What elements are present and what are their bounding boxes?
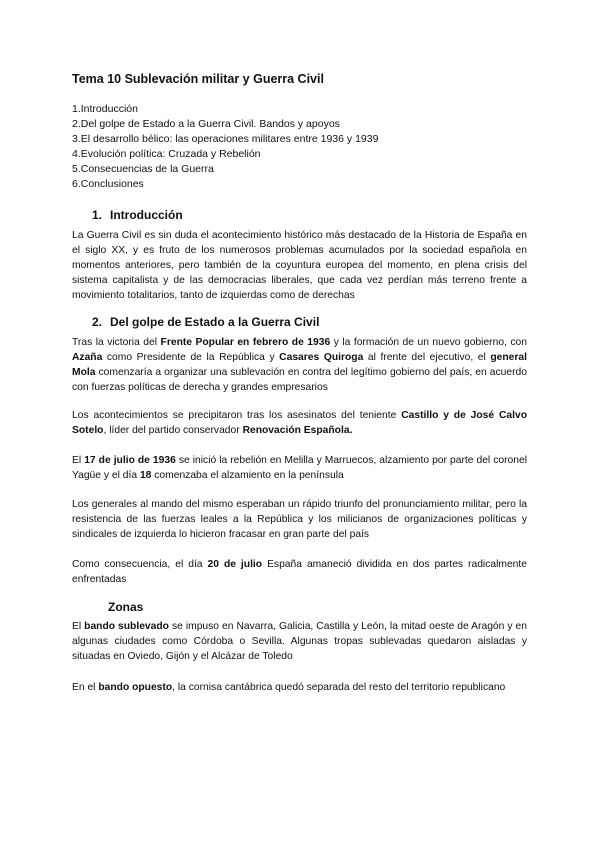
toc-item: 5.Consecuencias de la Guerra — [72, 163, 214, 175]
document-title: Tema 10 Sublevación militar y Guerra Civil — [72, 72, 324, 86]
paragraph-bando-opuesto: En el bando opuesto, la cornisa cantábrica quedó separada del resto del territorio republicano — [72, 682, 506, 693]
section-heading-golpe — [92, 315, 319, 329]
table-of-contents — [72, 102, 378, 192]
section-title: Del golpe de Estado a la Guerra Civil — [110, 315, 320, 329]
toc-item: 2.Del golpe de Estado a la Guerra Civil. Bandos y apoyos — [72, 118, 340, 130]
toc-item: 1.Introducción — [72, 103, 138, 115]
intro-paragraph: La Guerra Civil es sin duda el acontecimiento histórico más destacado de la Historia de España en el siglo XX, y es fruto de los numerosos problemas acumulados por la sociedad española en momentos anteriores, pero también de la coyuntura europea del momento, en plena crisis del sistema capitalista y de las democracias liberales, que cada vez perdían más terreno frente a movimiento totalitarios, tanto de izquierdas como de derechas — [72, 230, 527, 301]
paragraph-consecuencia: Como consecuencia, el día 20 de julio España amaneció dividida en dos partes radicalmente enfrentadas — [72, 559, 527, 585]
section-number: 2. — [92, 315, 103, 329]
paragraph-bando-sublevado: El bando sublevado se impuso en Navarra, Galicia, Castilla y León, la mitad oeste de Aragón y en algunas ciudades como Córdoba o Sevilla. Algunas tropas sublevadas quedaron aisladas y situadas en Oviedo, Gijón y el Alcázar de Toledo — [72, 621, 527, 662]
toc-item: 6.Conclusiones — [72, 178, 144, 190]
toc-item: 4.Evolución política: Cruzada y Rebelión — [72, 148, 261, 160]
paragraph-generales: Los generales al mando del mismo esperaban un rápido triunfo del pronunciamiento militar, pero la resistencia de las fuerzas leales a la República y los milicianos de organizaciones políticas y sindicales de izquierda lo hicieron fracasar en gran parte del país — [72, 499, 527, 540]
toc-item: 3.El desarrollo bélico: las operaciones militares entre 1936 y 1939 — [72, 133, 379, 145]
section-number: 1. — [92, 208, 103, 222]
paragraph-rebelion: El 17 de julio de 1936 se inició la rebelión en Melilla y Marruecos, alzamiento por parte del coronel Yagüe y el día 18 comenzaba el alzamiento en la península — [72, 455, 528, 481]
paragraph-asesinatos: Los acontecimientos se precipitaron tras los asesinatos del teniente Castillo y de José Calvo Sotelo, líder del partido conservador Renovación Española. — [72, 410, 527, 436]
paragraph-frente-popular: Tras la victoria del Frente Popular en febrero de 1936 y la formación de un nuevo gobierno, con Azaña como Presidente de la República y Casares Quiroga al frente del ejecutivo, el general Mola comenzaría a organizar una sublevación en contra del legítimo gobierno del país, en acuerdo con fuerzas políticas de derecha y grandes empresarios — [72, 337, 528, 393]
subsection-heading-zonas: Zonas — [108, 600, 144, 614]
section-title: Introducción — [110, 208, 183, 222]
section-heading-introduccion — [92, 208, 183, 222]
